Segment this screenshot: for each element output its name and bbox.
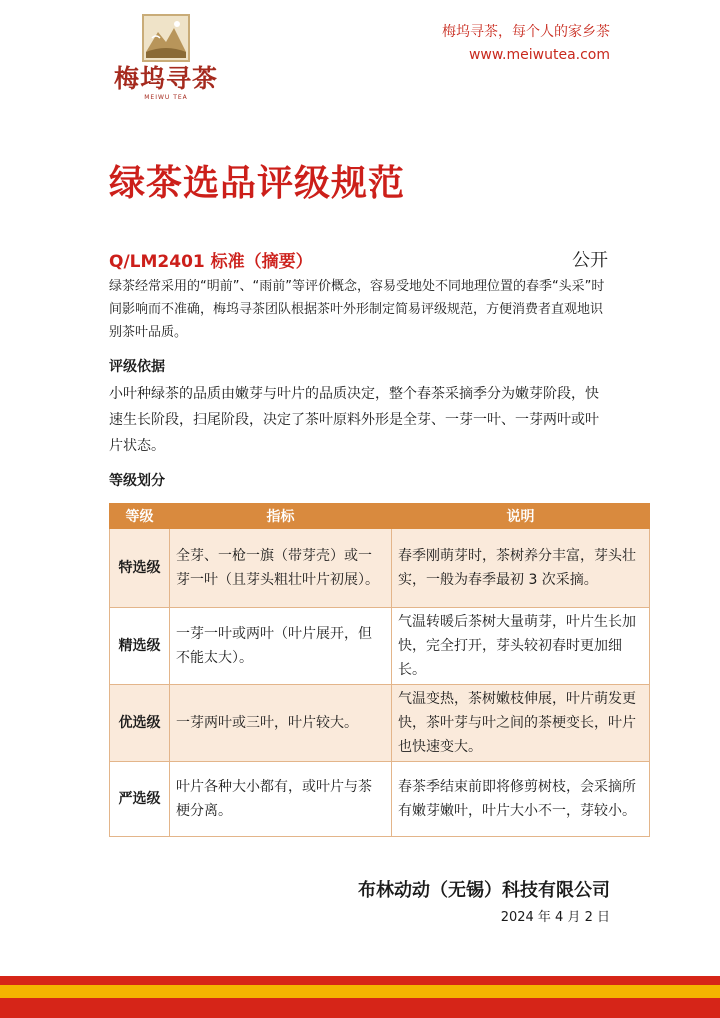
tea-mountain-icon [142, 14, 190, 62]
grade-level: 特选级 [110, 529, 170, 608]
grade-description: 气温变热，茶树嫩枝伸展，叶片萌发更快，茶叶芽与叶之间的茶梗变长，叶片也快速变大。 [392, 685, 650, 762]
standard-code: Q/LM2401 标准（摘要） [109, 252, 313, 272]
footer-gold-stripe [0, 985, 720, 998]
grade-heading: 等级划分 [109, 473, 165, 489]
column-header-indicator: 指标 [170, 504, 392, 529]
grade-description: 春茶季结束前即将修剪树枝，会采摘所有嫩芽嫩叶，叶片大小不一，芽较小。 [392, 762, 650, 837]
document-date: 2024 年 4 月 2 日 [500, 910, 610, 925]
document-title: 绿茶选品评级规范 [109, 163, 406, 204]
table-header-row [110, 504, 650, 529]
table-row [110, 762, 650, 837]
grade-table [109, 503, 650, 837]
footer-red-band [0, 998, 720, 1018]
intro-paragraph: 绿茶经常采用的“明前”、“雨前”等评价概念，容易受地处不同地理位置的春季“头采”时间影响而不准确，梅坞寻茶团队根据茶叶外形制定简易评级规范，方便消费者直观地识别茶叶品质。 [109, 279, 605, 340]
website-link[interactable]: www.meiwutea.com [468, 47, 610, 63]
column-header-description: 说明 [392, 504, 650, 529]
basis-paragraph: 小叶种绿茶的品质由嫩芽与叶片的品质决定，整个春茶采摘季分为嫩芽阶段，快速生长阶段，扫尾阶段，决定了茶叶原料外形是全芽、一芽一叶、一芽两叶或叶片状态。 [109, 386, 599, 454]
table-row [110, 685, 650, 762]
grade-level: 严选级 [110, 762, 170, 837]
logo-wordmark: 梅坞寻茶 [113, 64, 218, 93]
footer-stripes [0, 976, 720, 1018]
grade-indicator: 一芽两叶或三叶，叶片较大。 [170, 685, 392, 762]
grade-indicator: 全芽、一枪一旗（带芽壳）或一芽一叶（且芽头粗壮叶片初展）。 [170, 529, 392, 608]
grade-level: 优选级 [110, 685, 170, 762]
basis-heading: 评级依据 [109, 359, 165, 375]
visibility-label: 公开 [572, 250, 608, 271]
table-row [110, 608, 650, 685]
grade-description: 气温转暖后茶树大量萌芽，叶片生长加快，完全打开，芽头较初春时更加细长。 [392, 608, 650, 685]
table-row [110, 529, 650, 608]
logo-subtext: MEIWU TEA [144, 94, 188, 101]
brand-logo [112, 12, 220, 104]
column-header-level: 等级 [110, 504, 170, 529]
grade-indicator: 叶片各种大小都有，或叶片与茶梗分离。 [170, 762, 392, 837]
grade-indicator: 一芽一叶或两叶（叶片展开，但不能太大）。 [170, 608, 392, 685]
company-name: 布林动动（无锡）科技有限公司 [358, 880, 610, 901]
grade-level: 精选级 [110, 608, 170, 685]
brand-slogan: 梅坞寻茶，每个人的家乡茶 [442, 24, 610, 40]
grade-description: 春季刚萌芽时，茶树养分丰富，芽头壮实，一般为春季最初 3 次采摘。 [392, 529, 650, 608]
footer-red-stripe [0, 976, 720, 985]
